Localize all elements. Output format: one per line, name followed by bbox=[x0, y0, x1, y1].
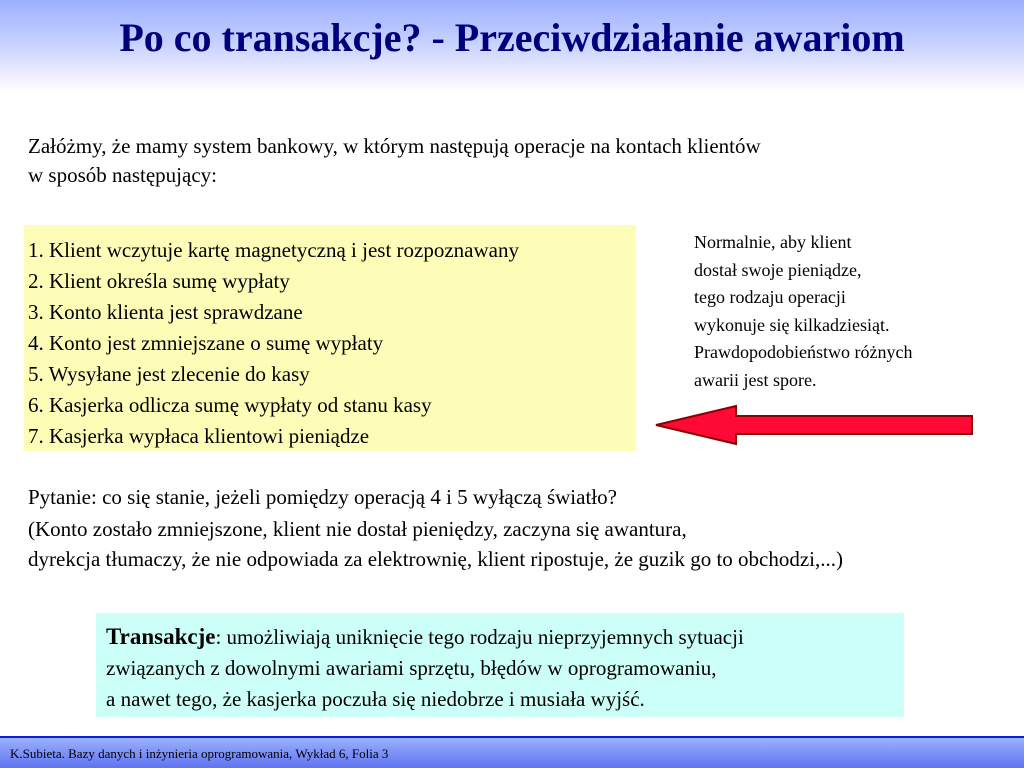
side-note bbox=[694, 229, 994, 394]
side-note-line: dostał swoje pieniądze, bbox=[694, 259, 862, 280]
consequence-line-2: dyrekcja tłumaczy, że nie odpowiada za elektrownię, klient ripostuje, że guzik go to obchodzi,...) bbox=[28, 547, 844, 571]
step-item: 3. Konto klienta jest sprawdzane bbox=[28, 300, 303, 324]
step-item: 1. Klient wczytuje kartę magnetyczną i jest rozpoznawany bbox=[28, 238, 519, 262]
left-arrow-icon bbox=[652, 404, 976, 446]
definition-line-1 bbox=[106, 621, 904, 653]
intro-line-1: Załóżmy, że mamy system bankowy, w którym następują operacje na kontach klientów bbox=[28, 134, 761, 158]
intro-text bbox=[28, 132, 988, 190]
side-note-line: Normalnie, aby klient bbox=[694, 232, 852, 252]
slide-title: Po co transakcje? - Przeciwdziałanie awariom bbox=[119, 15, 905, 60]
intro-line-2: w sposób następujący: bbox=[28, 163, 217, 187]
consequence-text bbox=[28, 514, 1024, 574]
consequence-line-1: (Konto zostało zmniejszone, klient nie dostał pieniędzy, zaczyna się awantura, bbox=[28, 517, 687, 541]
steps-box bbox=[24, 225, 636, 451]
definition-term: Transakcje bbox=[106, 624, 216, 649]
step-item: 2. Klient określa sumę wypłaty bbox=[28, 269, 290, 293]
side-note-line: awarii jest spore. bbox=[694, 369, 817, 390]
step-item: 6. Kasjerka odlicza sumę wypłaty od stanu kasy bbox=[28, 393, 432, 417]
step-item: 4. Konto jest zmniejszane o sumę wypłaty bbox=[28, 331, 384, 355]
definition-box bbox=[96, 613, 904, 717]
definition-line-1-rest: : umożliwiają uniknięcie tego rodzaju nieprzyjemnych sytuacji bbox=[215, 625, 744, 649]
side-note-line: wykonuje się kilkadziesiąt. bbox=[694, 314, 890, 335]
definition-line-2: związanych z dowolnymi awariami sprzętu, błędów w oprogramowaniu, bbox=[106, 656, 717, 680]
step-item: 5. Wysyłane jest zlecenie do kasy bbox=[28, 362, 310, 386]
side-note-line: Prawdopodobieństwo różnych bbox=[694, 342, 913, 362]
step-item: 7. Kasjerka wypłaca klientowi pieniądze bbox=[28, 424, 370, 448]
footer-text: K.Subieta. Bazy danych i inżynieria oprogramowania, Wykład 6, Folia 3 bbox=[10, 746, 389, 761]
side-note-line: tego rodzaju operacji bbox=[694, 287, 846, 307]
question-text: Pytanie: co się stanie, jeżeli pomiędzy operacją 4 i 5 wyłączą światło? bbox=[28, 485, 617, 509]
definition-line-3: a nawet tego, że kasjerka poczuła się niedobrze i musiała wyjść. bbox=[106, 687, 645, 711]
